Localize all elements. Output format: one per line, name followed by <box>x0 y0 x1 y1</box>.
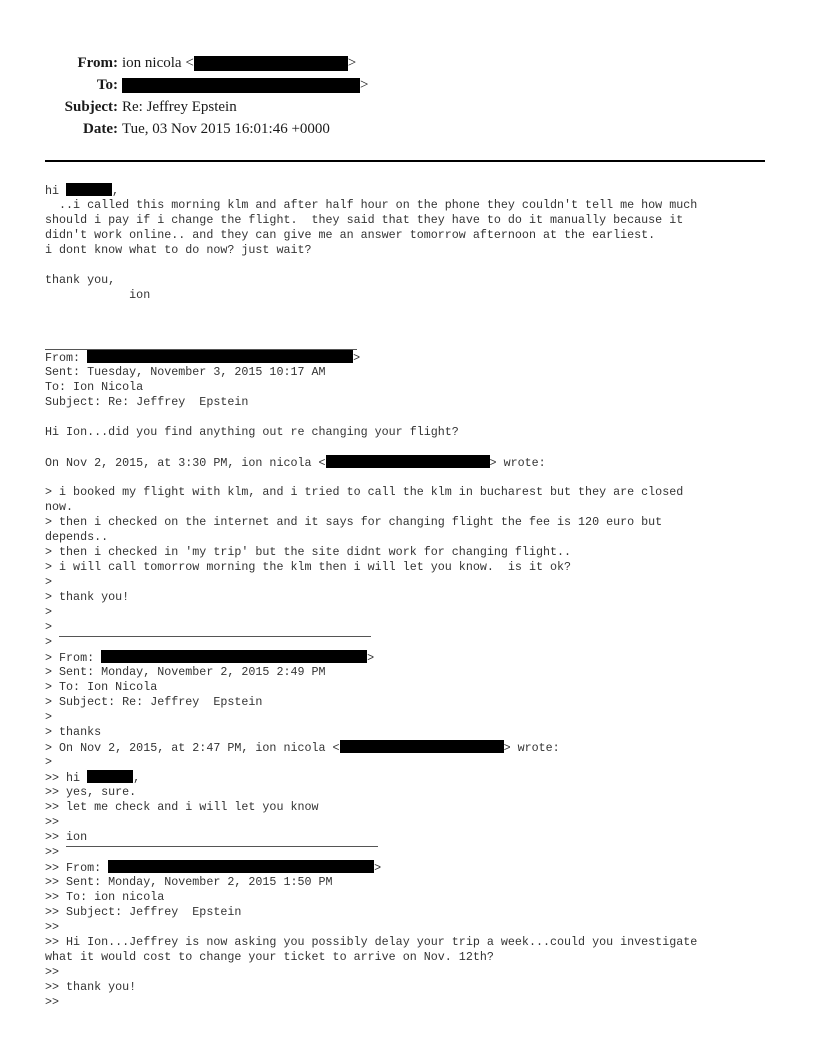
greeting-text: hi <box>45 184 67 198</box>
nested-separator-line <box>45 845 785 860</box>
email-body <box>45 183 785 1010</box>
reply-line: > <box>45 710 53 724</box>
wrote-line <box>45 455 785 470</box>
nested-line: >> let me check and i will let you know <box>45 800 319 814</box>
nested-line: >> <box>45 965 60 979</box>
to-label: To: <box>96 77 118 93</box>
quoted-subject-line: > Subject: Re: Jeffrey Epstein <box>45 695 263 709</box>
email-header <box>0 52 368 140</box>
from-value: ion nicola < <box>122 55 194 71</box>
reply-line: > <box>45 620 53 634</box>
reply-line: > <box>45 755 53 769</box>
to-row <box>0 74 368 96</box>
reply-line: > then i checked in 'my trip' but the site didnt work for changing flight.. <box>45 545 572 559</box>
blank-line <box>45 470 785 485</box>
reply-line: > i booked my flight with klm, and i tried to call the klm in bucharest but they are closed <box>45 485 684 499</box>
from-label: From: <box>77 55 118 71</box>
quoted-from-close: > <box>353 351 361 365</box>
quoted-sent-line: >> Sent: Monday, November 2, 2015 1:50 PM <box>45 875 333 889</box>
nested-line: >> Hi Ion...Jeffrey is now asking you possibly delay your trip a week...could you investigate <box>45 935 698 949</box>
signoff-line: thank you, <box>45 273 116 287</box>
nested-greeting-line <box>45 770 785 785</box>
body-line: didn't work online.. and they can give me an answer tomorrow afternoon at the earliest. <box>45 228 656 242</box>
to-close: > <box>360 77 369 93</box>
separator-rule <box>59 636 371 637</box>
wrote-prefix: > On Nov 2, 2015, at 2:47 PM, ion nicola < <box>45 741 340 755</box>
redaction-block <box>66 183 112 196</box>
wrote-prefix: On Nov 2, 2015, at 3:30 PM, ion nicola < <box>45 456 326 470</box>
reply-line: > i will call tomorrow morning the klm then i will let you know. is it ok? <box>45 560 572 574</box>
blank-line <box>45 440 785 455</box>
date-label: Date: <box>83 121 118 137</box>
subject-label: Subject: <box>64 99 118 115</box>
nested-line: >> <box>45 920 60 934</box>
separator-rule <box>66 846 378 847</box>
quoted-from-close: > <box>374 861 382 875</box>
redaction-block <box>87 770 133 783</box>
quoted-from-label: > From: <box>45 651 102 665</box>
quoted-subject-line: >> Subject: Jeffrey Epstein <box>45 905 242 919</box>
greeting-line <box>45 183 785 198</box>
nested-greeting-text: >> hi <box>45 771 88 785</box>
body-line: i dont know what to do now? just wait? <box>45 243 312 257</box>
redaction-block <box>108 860 374 873</box>
blank-line <box>45 303 785 318</box>
quoted-to-line: > To: Ion Nicola <box>45 680 158 694</box>
nested-greeting-comma: , <box>133 771 141 785</box>
subject-row <box>0 96 368 118</box>
quote-marker: >> <box>45 845 67 859</box>
date-row <box>0 118 368 140</box>
redaction-block <box>194 56 348 71</box>
redaction-block <box>87 350 353 363</box>
header-divider <box>45 160 765 162</box>
nested-line: what it would cost to change your ticket to arrive on Nov. 12th? <box>45 950 494 964</box>
reply-line: > <box>45 605 53 619</box>
quoted-from-line <box>45 860 785 875</box>
reply-line: > thank you! <box>45 590 130 604</box>
blank-line <box>45 333 785 348</box>
quoted-from-label: From: <box>45 351 88 365</box>
from-row <box>0 52 368 74</box>
greeting-comma: , <box>112 184 120 198</box>
body-line: should i pay if i change the flight. they said that they have to do it manually because it <box>45 213 684 227</box>
blank-line <box>45 318 785 333</box>
from-close: > <box>347 55 357 71</box>
quoted-from-line <box>45 350 785 365</box>
nested-line: >> yes, sure. <box>45 785 137 799</box>
reply-line: now. <box>45 500 74 514</box>
wrote-suffix: > wrote: <box>503 741 560 755</box>
nested-line: >> <box>45 995 60 1009</box>
quoted-to-line: To: Ion Nicola <box>45 380 144 394</box>
redaction-block <box>340 740 504 753</box>
wrote-suffix: > wrote: <box>489 456 546 470</box>
quoted-sent-line: Sent: Tuesday, November 3, 2015 10:17 AM <box>45 365 326 379</box>
quoted-to-line: >> To: ion nicola <box>45 890 165 904</box>
quoted-subject-line: Subject: Re: Jeffrey Epstein <box>45 395 249 409</box>
nested-line: >> thank you! <box>45 980 137 994</box>
redaction-block <box>101 650 367 663</box>
body-line: ..i called this morning klm and after half hour on the phone they couldn't tell me how much <box>45 198 698 212</box>
nested-line: >> <box>45 815 60 829</box>
date-value: Tue, 03 Nov 2015 16:01:46 +0000 <box>122 121 330 137</box>
quote-marker: > <box>45 635 60 649</box>
nested-line: >> ion <box>45 830 88 844</box>
redaction-block <box>326 455 490 468</box>
quoted-from-close: > <box>367 651 375 665</box>
quoted-from-line <box>45 650 785 665</box>
reply-separator-line <box>45 635 785 650</box>
blank-line <box>45 410 785 425</box>
redaction-block <box>122 78 360 93</box>
subject-value: Re: Jeffrey Epstein <box>122 99 237 115</box>
quoted-sent-line: > Sent: Monday, November 2, 2015 2:49 PM <box>45 665 326 679</box>
reply-line: > thanks <box>45 725 102 739</box>
reply-line: > <box>45 575 53 589</box>
signature-line: ion <box>45 288 151 302</box>
blank-line <box>45 258 785 273</box>
wrote-line <box>45 740 785 755</box>
reply-line: > then i checked on the internet and it says for changing flight the fee is 120 euro but <box>45 515 663 529</box>
reply-line: depends.. <box>45 530 109 544</box>
quoted-from-label: >> From: <box>45 861 109 875</box>
quoted-message-line: Hi Ion...did you find anything out re changing your flight? <box>45 425 459 439</box>
